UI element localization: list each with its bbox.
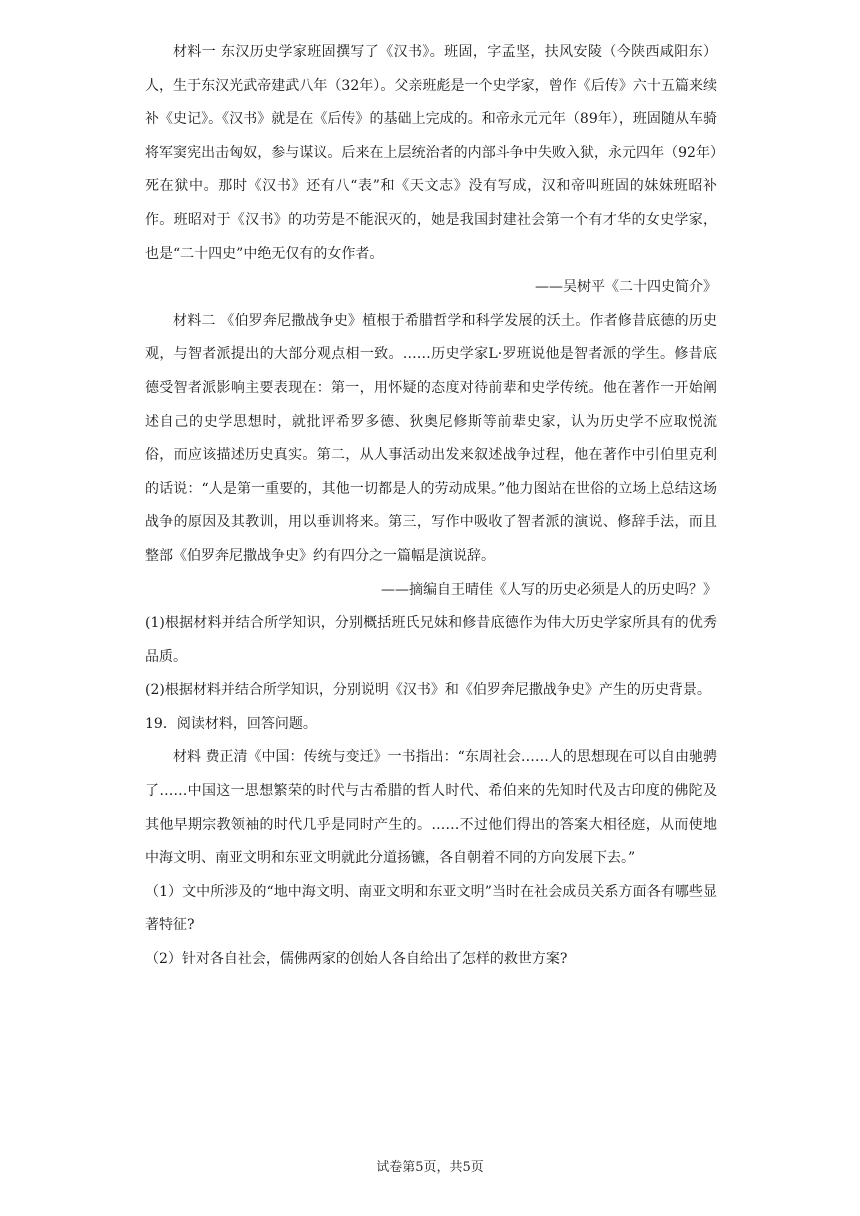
material-two-source: ——摘编自王晴佳《人写的历史必须是人的历史吗？》 xyxy=(381,581,717,598)
question-18-part-2: (2)根据材料并结合所学知识，分别说明《汉书》和《伯罗奔尼撒战争史》产生的历史背景。 xyxy=(145,682,711,699)
question-19-heading: 19．阅读材料，回答问题。 xyxy=(145,715,317,732)
page-footer: 试卷第5页，共5页 xyxy=(376,1160,484,1175)
material-two-text: 材料二 《伯罗奔尼撒战争史》植根于希腊哲学和科学发展的沃土。作者修昔底德的历史观，与智者派提出的大部分观点相一致。……历史学家L·罗班说他是智者派的学生。修昔底德受智者派影响主要表现在：第一，用怀疑的态度对待前辈和史学传统。他在著作一开始阐述自己的史学思想时，就批评希罗多德、狄奥尼修斯等前辈史家，认为历史学不应取悦流俗，而应该描述历史真实。第二，从人事活动出发来叙述战争过程，他在著作中引伯里克利的话说：“人是第一重要的，其他一切都是人的劳动成果。”他力图站在世俗的立场上总结这场战争的原因及其教训，用以垂训将来。第三，写作中吸收了智者派的演说、修辞手法，而且整部《伯罗奔尼撒战争史》约有四分之一篇幅是演说辞。 xyxy=(145,312,717,564)
page-content xyxy=(145,36,717,977)
question-19-material: 材料 费正清《中国：传统与变迁》一书指出：“东周社会……人的思想现在可以自由驰骋了……中国这一思想繁荣的时代与古希腊的哲人时代、希伯来的先知时代及古印度的佛陀及其他早期宗教领袖的时代几乎是同时产生的。……不过他们得出的答案大相径庭，从而使地中海文明、南亚文明和东亚文明就此分道扬镳，各自朝着不同的方向发展下去。” xyxy=(145,749,717,867)
question-19-part-1: （1）文中所涉及的“地中海文明、南亚文明和东亚文明”当时在社会成员关系方面各有哪些显著特征? xyxy=(145,883,717,934)
material-one-text: 材料一 东汉历史学家班固撰写了《汉书》。班固，字孟坚，扶风安陵（今陕西咸阳东）人，生于东汉光武帝建武八年（32年）。父亲班彪是一个史学家，曾作《后传》六十五篇来续补《史记》。《汉书》就是在《后传》的基础上完成的。和帝永元元年（89年），班固随从车骑将军窦宪出击匈奴，参与谋议。后来在上层统治者的内部斗争中失败入狱，永元四年（92年）死在狱中。那时《汉书》还有八“表”和《天文志》没有写成，汉和帝叫班固的妹妹班昭补作。班昭对于《汉书》的功劳是不能泯灭的，她是我国封建社会第一个有才华的女史学家，也是“二十四史”中绝无仅有的女作者。 xyxy=(145,44,717,262)
material-one-source: ——吴树平《二十四史简介》 xyxy=(535,279,717,296)
question-19-part-2: （2）针对各自社会，儒佛两家的创始人各自给出了怎样的救世方案? xyxy=(145,951,568,968)
question-18-part-1: (1)根据材料并结合所学知识，分别概括班氏兄妹和修昔底德作为伟大历史学家所具有的优秀品质。 xyxy=(145,615,717,665)
